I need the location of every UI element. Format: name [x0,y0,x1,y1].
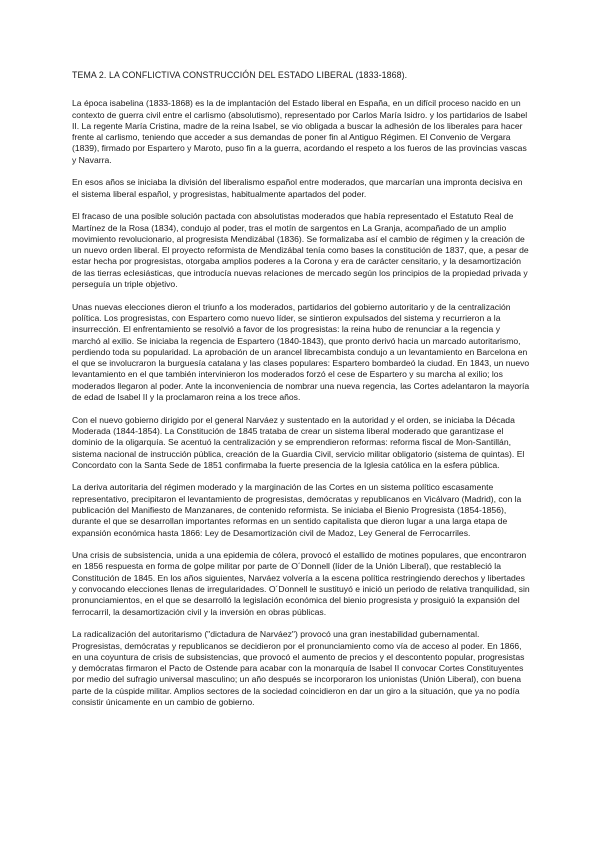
paragraph-liberal-union: Una crisis de subsistencia, unida a una epidemia de cólera, provocó el estallido de motines populares, que encontraron en 1856 respuesta en forma de golpe militar por parte de O´Donnell (líder de la Unión Liberal), que restableció la Constitución de 1845. En los años siguientes, Narváez volvería a la escena política restringiendo derechos y libertades y convocando elecciones llenas de irregularidades. O´Donnell le sustituyó e inició un periodo de relativa tranquilidad, sin pronunciamientos, en el que se desarrolló la legislación económica del bienio progresista y prosiguió la expansión del ferrocarril, la desamortización civil y la inversión en obras públicas. [72,550,530,617]
paragraph-liberal-division: En esos años se iniciaba la división del liberalismo español entre moderados, que marcarían una impronta decisiva en el sistema liberal español, y progresistas, habitualmente apartados del poder. [72,177,523,199]
paragraph-progressive-biennium: La deriva autoritaria del régimen moderado y la marginación de las Cortes en un sistema político escasamente representativo, precipitaron el levantamiento de progresistas, demócratas y republicanos en Vicálvaro (Madrid), con la publicación del Manifiesto de Manzanares, de contenido reformista. Se iniciaba el Bienio Progresista (1854-1856), durante el que se desarrollan importantes reformas en un sentido capitalista que dieron lugar a una larga etapa de expansión económica hasta 1866: Ley de Desamortización civil de Madoz, Ley General de Ferrocarriles. [72,482,522,538]
document-title: TEMA 2. LA CONFLICTIVA CONSTRUCCIÓN DEL ESTADO LIBERAL (1833-1868). [72,70,408,80]
paragraph-espartero-regency: Unas nuevas elecciones dieron el triunfo a los moderados, partidarios del gobierno autoritario y de la centralización política. Los progresistas, con Espartero como nuevo líder, se sintieron expulsados del sistema y recurrieron a la insurrección. El enfrentamiento se resolvió a favor de los progresistas: la reina hubo de renunciar a la regencia y marchó al exilio. Se iniciaba la regencia de Espartero (1840-1843), que pronto derivó hacia un marcado autoritarismo, perdiendo toda su popularidad. La aprobación de un arancel librecambista condujo a un levantamiento en Barcelona en el que se involucraron la burguesía catalana y las clases populares: Espartero bombardeó la ciudad. En 1843, un nuevo levantamiento en el que también intervinieron los moderados forzó el cese de Espartero y su marcha al exilio; los moderados llegaron al poder. Ante la inconveniencia de nombrar una nueva regencia, las Cortes adelantaron la mayoría de edad de Isabel II y la proclamaron reina a los trece años. [72,301,530,403]
paragraph-crisis: La radicalización del autoritarismo ("dictadura de Narváez") provocó una gran inestabilidad gubernamental. Progresistas, demócratas y republicanos se decidieron por el pronunciamiento como vía de acceso al poder. En 1866, en una coyuntura de crisis de subsistencias, que provocó el aumento de precios y el descontento popular, progresistas y demócratas firmaron el Pacto de Ostende para acabar con la monarquía de Isabel II convocar Cortes Constituyentes por medio del sufragio universal masculino; un año después se incorporaron los unionistas (Unión Liberal), con buena parte de la cúspide militar. Amplios sectores de la sociedad coincidieron en dar un giro a la situación, que ya no podía consistir únicamente en un cambio de gobierno. [72,629,525,708]
paragraph-mendizabal: El fracaso de una posible solución pactada con absolutistas moderados que había representado el Estatuto Real de Martínez de la Rosa (1834), condujo al poder, tras el motín de sargentos en La Granja, acompañado de un amplio movimiento revolucionario, al progresista Mendizábal (1836). Se formalizaba así el cambio de régimen y la creación de un nuevo orden liberal. El proyecto reformista de Mendizábal tenía como bases la constitución de 1837, que, a pesar de estar hecha por progresistas, otorgaba amplios poderes a la Corona y era de carácter censitario, y la desamortización de las tierras eclesiásticas, que introducía nuevas relaciones de mercado según los principios de la propiedad privada y perseguía un triple objetivo. [72,211,529,290]
document-page [72,70,530,720]
paragraph-moderate-decade: Con el nuevo gobierno dirigido por el general Narváez y sustentado en la autoridad y el orden, se iniciaba la Década Moderada (1844-1854). La Constitución de 1845 trataba de crear un sistema liberal moderado que garantizase el dominio de la oligarquía. Se acentuó la centralización y se emprendieron reformas: reforma fiscal de Mon-Santillán, sistema nacional de instrucción pública, creación de la Guardia Civil, servicio militar obligatorio (sistema de quintas). El Concordato con la Santa Sede de 1851 confirmaba la fuerte presencia de la Iglesia católica en la esfera pública. [72,414,525,470]
paragraph-isabelline-era: La época isabelina (1833-1868) es la de implantación del Estado liberal en España, en un difícil proceso nacido en un contexto de guerra civil entre el carlismo (absolutismo), representado por Carlos María Isidro. y los partidarios de Isabel II. La regente María Cristina, madre de la reina Isabel, se vio obligada a buscar la adhesión de los liberales para hacer frente al carlismo, teniendo que acceder a sus demandas de poner fin al Antiguo Régimen. El Convenio de Vergara (1839), firmado por Espartero y Maroto, puso fin a la guerra, acordando el respeto a los fueros de las provincias vascas y Navarra. [72,98,528,165]
